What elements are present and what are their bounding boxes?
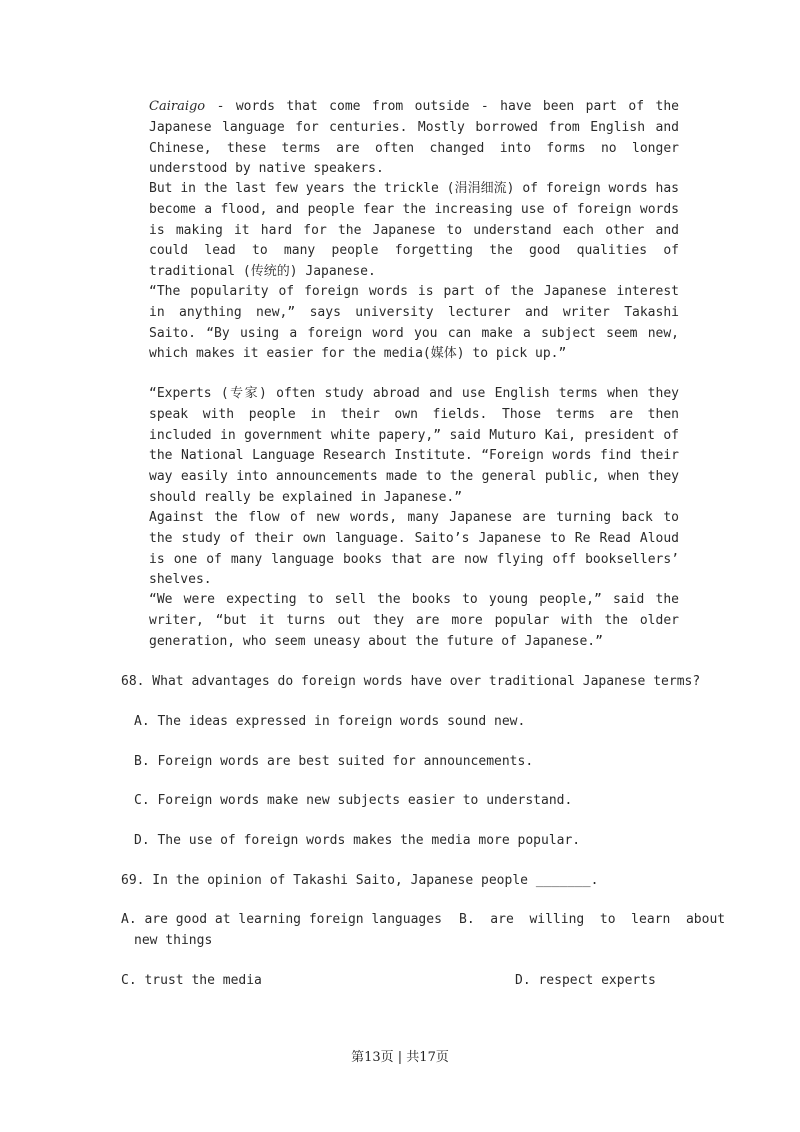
passage-paragraph-2 (121, 179, 679, 283)
paragraph-4-text: “Experts (专家) often study abroad and use English terms when they speak with people in their own fields. Those terms are then included in government white papery,” said Muturo Kai, president of the National Language Research Institute. “Foreign words find their way easily into announcements made to the general public, when they should really be explained in Japanese.” (149, 386, 679, 505)
question-68-option-b[interactable]: B. Foreign words are best suited for announcements. (134, 754, 534, 769)
paragraph-6-text: “We were expecting to sell the books to young people,” said the writer, “but it turns out they are more popular with the older generation, who seem uneasy about the future of Japanese.” (149, 592, 679, 649)
passage-paragraph-3 (121, 282, 679, 365)
question-69-option-c[interactable]: C. trust the media (121, 973, 262, 988)
question-69-stem: 69. In the opinion of Takashi Saito, Japanese people _______. (121, 873, 599, 888)
question-69-option-b-continued[interactable]: new things (134, 933, 213, 948)
passage-paragraph-5 (121, 508, 679, 591)
question-69-option-a[interactable]: A. are good at learning foreign languages (121, 912, 442, 927)
passage-paragraph-4 (121, 384, 679, 509)
question-68-option-c[interactable]: C. Foreign words make new subjects easier to understand. (134, 793, 573, 808)
paragraph-1-text: - words that come from outside - have been part of the Japanese language for centuries. Mostly borrowed from English and Chinese, these terms are often changed into forms no longer understood by native speakers. (149, 99, 679, 177)
page-number-footer: 第13页 | 共17页 (351, 1050, 449, 1065)
paragraph-5-text: Against the flow of new words, many Japanese are turning back to the study of their own language. Saito’s Japanese to Re Read Aloud is one of many language books that are now flying off booksellers’ shelves. (149, 510, 679, 588)
passage-paragraph-6 (121, 590, 679, 652)
paragraph-3-text: “The popularity of foreign words is part of the Japanese interest in anything new,” says university lecturer and writer Takashi Saito. “By using a foreign word you can make a subject seem new, which makes it easier for the media(媒体) to pick up.” (149, 284, 679, 362)
passage-paragraph-1 (121, 97, 679, 180)
question-68-option-d[interactable]: D. The use of foreign words makes the media more popular. (134, 833, 581, 848)
question-68-stem: 68. What advantages do foreign words have over traditional Japanese terms? (121, 674, 701, 689)
paragraph-2-text: But in the last few years the trickle (涓涓细流) of foreign words has become a flood, and people fear the increasing use of foreign words is making it hard for the Japanese to understand each other and could lead to many people forgetting the good qualities of traditional (传统的) Japanese. (149, 181, 679, 280)
question-69-option-b[interactable]: B. are willing to learn about (459, 912, 726, 927)
term-cairaigo: Cairaigo (149, 99, 206, 114)
question-69-option-d[interactable]: D. respect experts (515, 973, 656, 988)
question-68-option-a[interactable]: A. The ideas expressed in foreign words sound new. (134, 714, 526, 729)
